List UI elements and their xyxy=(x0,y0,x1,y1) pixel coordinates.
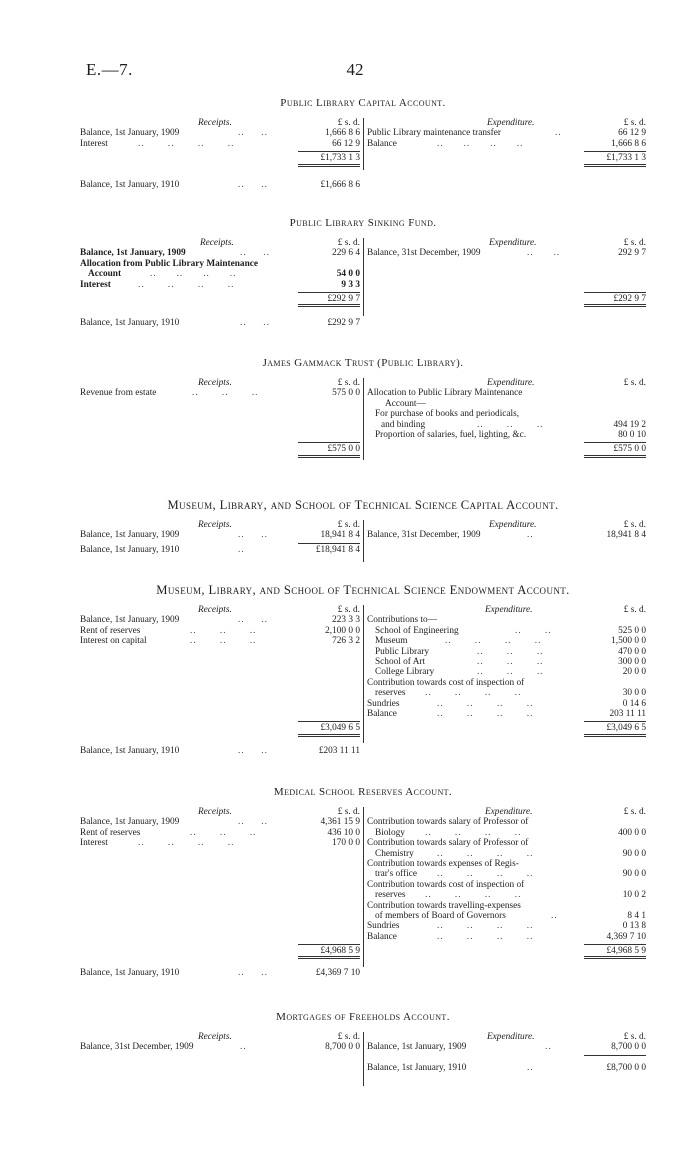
closing-balance-row: Balance, 1st January, 1910 .. £8,700 0 0 xyxy=(367,1062,646,1073)
total-row: £1,733 1 3 xyxy=(606,153,646,164)
ledger-row: Rent of reserves .. .. .. 436 10 0 xyxy=(80,827,360,838)
account-title: James Gammack Trust (Public Library). xyxy=(262,357,464,369)
ledger-row: Account .. .. .. .. 54 0 0 xyxy=(88,269,360,280)
ledger-row: Rent of reserves .. .. .. 2,100 0 0 xyxy=(80,625,360,636)
lsd-heading: £ s. d. xyxy=(623,378,646,388)
column-divider xyxy=(363,238,364,316)
column-divider xyxy=(363,1032,364,1086)
expenditure-heading: Expenditure. xyxy=(485,807,533,817)
column-divider xyxy=(363,605,364,743)
ledger-row: reserves .. .. .. .. 10 0 2 xyxy=(375,890,646,901)
closing-balance-row: Balance, 1st January, 1910 .. .. £203 11 11 xyxy=(80,745,360,756)
receipts-heading: Receipts. xyxy=(198,520,232,530)
lsd-heading: £ s. d. xyxy=(337,118,360,128)
total-row: £575 0 0 xyxy=(613,444,646,455)
account-title: Medical School Reserves Account. xyxy=(273,786,453,798)
total-row: £3,049 6 5 xyxy=(320,723,360,734)
ledger-row: Public Library .. .. .. 470 0 0 xyxy=(375,646,646,657)
lsd-heading: £ s. d. xyxy=(337,520,360,530)
expenditure-heading: Expenditure. xyxy=(487,1032,535,1042)
ledger-row: College Library .. .. .. 20 0 0 xyxy=(375,667,646,678)
expenditure-column xyxy=(367,807,646,960)
receipts-column xyxy=(80,118,360,190)
column-divider xyxy=(363,807,364,967)
ledger-row: Biology .. .. .. .. 400 0 0 xyxy=(375,827,646,838)
ledger-row: Public Library maintenance transfer .. 66 12 9 xyxy=(367,128,646,139)
ledger-row: School of Art .. .. .. 300 0 0 xyxy=(375,656,646,667)
expenditure-column xyxy=(367,605,646,738)
ledger-row: trar's office .. .. .. .. 90 0 0 xyxy=(375,869,646,880)
total-row: £4,968 5 9 xyxy=(606,946,646,957)
expenditure-column xyxy=(367,520,646,541)
receipts-heading: Receipts. xyxy=(198,1032,232,1042)
lsd-heading: £ s. d. xyxy=(623,807,646,817)
receipts-column xyxy=(80,378,360,459)
ledger-row: Balance, 31st December, 1909 .. 8,700 0 0 xyxy=(80,1042,360,1053)
receipts-column xyxy=(80,1032,360,1053)
receipts-heading: Receipts. xyxy=(198,807,232,817)
lsd-heading: £ s. d. xyxy=(623,118,646,128)
receipts-column xyxy=(80,807,360,979)
ledger-row: Balance, 1st January, 1909 .. .. 4,361 15 9 xyxy=(80,817,360,828)
receipts-column xyxy=(80,605,360,756)
ledger-row: Museum .. .. .. .. 1,500 0 0 xyxy=(375,636,646,647)
ledger-row: and binding .. .. .. 494 19 2 xyxy=(381,419,646,430)
ledger-row: Contributions to— xyxy=(367,615,437,626)
closing-balance-row: Balance, 1st January, 1910 .. .. £4,369 7 10 xyxy=(80,968,360,979)
column-divider xyxy=(363,378,364,460)
mortgages-of-freeholds-account xyxy=(80,1012,646,1084)
account-title: Museum, Library, and School of Technical Science Endowment Account. xyxy=(156,583,570,597)
ledger-row: Contribution towards expenses of Regis- xyxy=(367,858,519,869)
museum-endowment-account xyxy=(80,585,646,775)
account-title: Public Library Capital Account. xyxy=(280,97,446,109)
ledger-row: Interest .. .. .. .. 170 0 0 xyxy=(80,838,360,849)
ledger-row: Contribution towards salary of Professor of xyxy=(367,838,529,849)
ledger-row: School of Engineering .. .. 525 0 0 xyxy=(375,625,646,636)
ledger-row: Proportion of salaries, fuel, lighting, &c. 80 0 10 xyxy=(375,429,646,440)
museum-capital-account xyxy=(80,500,646,564)
total-row: £292 9 7 xyxy=(327,293,360,304)
receipts-heading: Receipts. xyxy=(198,118,232,128)
expenditure-heading: Expenditure. xyxy=(487,378,535,388)
lsd-heading: £ s. d. xyxy=(337,807,360,817)
lsd-heading: £ s. d. xyxy=(623,238,646,248)
james-gammack-trust xyxy=(80,358,646,458)
ledger-row: Contribution towards cost of inspection of xyxy=(367,677,525,688)
ledger-row: Balance, 1st January, 1909 .. .. 223 3 3 xyxy=(80,615,360,626)
column-divider xyxy=(363,118,364,170)
ledger-row: Chemistry .. .. .. .. 90 0 0 xyxy=(375,848,646,859)
column-divider xyxy=(363,520,364,562)
closing-balance-row: Balance, 1st January, 1910 .. £18,941 8 4 xyxy=(80,544,360,555)
expenditure-column xyxy=(367,118,646,168)
ledger-row: Sundries .. .. .. .. 0 13 8 xyxy=(367,921,646,932)
total-row: £1,733 1 3 xyxy=(320,153,360,164)
total-row: £575 0 0 xyxy=(327,444,360,455)
total-row: £292 9 7 xyxy=(613,293,646,304)
ledger-row: Contribution towards cost of inspection of xyxy=(367,879,525,890)
ledger-row: Balance, 1st January, 1909 .. 8,700 0 0 xyxy=(367,1042,646,1053)
account-title: Public Library Sinking Fund. xyxy=(289,217,437,229)
total-row: £4,968 5 9 xyxy=(320,946,360,957)
lsd-heading: £ s. d. xyxy=(337,378,360,388)
public-library-sinking-fund xyxy=(80,218,646,336)
total-row: £3,049 6 5 xyxy=(606,723,646,734)
ledger-row: Balance, 1st January, 1909 .. .. 1,666 8 6 xyxy=(80,128,360,139)
ledger-row: Balance, 31st December, 1909 .. .. 292 9 7 xyxy=(367,248,646,259)
receipts-column xyxy=(80,238,360,329)
lsd-heading: £ s. d. xyxy=(623,520,646,530)
ledger-row: Contribution towards salary of Professor of xyxy=(367,817,529,828)
expenditure-heading: Expenditure. xyxy=(487,118,535,128)
ledger-row: Balance, 1st January, 1909 .. .. 229 6 4 xyxy=(80,248,360,259)
page-number: 42 xyxy=(346,60,364,79)
lsd-heading: £ s. d. xyxy=(623,1032,646,1042)
account-title: Mortgages of Freeholds Account. xyxy=(276,1011,450,1023)
ledger-row: Balance .. .. .. .. 1,666 8 6 xyxy=(367,138,646,149)
ledger-row: Contribution towards travelling-expenses xyxy=(367,900,521,911)
expenditure-column xyxy=(367,1032,646,1073)
expenditure-heading: Expenditure. xyxy=(485,605,533,615)
ledger-row: For purchase of books and periodicals, xyxy=(375,409,520,420)
ledger-row: Sundries .. .. .. .. 0 14 6 xyxy=(367,698,646,709)
ledger-row: Interest .. .. .. .. 9 3 3 xyxy=(80,279,360,290)
receipts-heading: Receipts. xyxy=(200,238,234,248)
lsd-heading: £ s. d. xyxy=(337,605,360,615)
expenditure-column xyxy=(367,378,646,459)
account-title: Museum, Library, and School of Technical Science Capital Account. xyxy=(167,498,559,512)
expenditure-column xyxy=(367,238,646,308)
lsd-heading: £ s. d. xyxy=(623,605,646,615)
public-library-capital-account xyxy=(80,98,646,198)
ledger-row: Balance, 1st January, 1909 .. .. 18,941 8 4 xyxy=(80,530,360,541)
ledger-row: Allocation to Public Library Maintenance xyxy=(367,388,523,399)
ledger-row: Interest on capital .. .. .. 726 3 2 xyxy=(80,636,360,647)
page-header-code: E.—7. xyxy=(86,60,133,79)
ledger-row: Interest .. .. .. .. 66 12 9 xyxy=(80,138,360,149)
receipts-heading: Receipts. xyxy=(198,378,232,388)
expenditure-heading: Expenditure. xyxy=(489,520,537,530)
lsd-heading: £ s. d. xyxy=(337,238,360,248)
receipts-column xyxy=(80,520,360,555)
ledger-row: Account— xyxy=(385,398,426,409)
lsd-heading: £ s. d. xyxy=(337,1032,360,1042)
ledger-row: Allocation from Public Library Maintenance xyxy=(80,258,259,269)
closing-balance-row: Balance, 1st January, 1910 .. .. £292 9 7 xyxy=(80,318,360,329)
ledger-row: Revenue from estate .. .. .. 575 0 0 xyxy=(80,388,360,399)
ledger-row: Balance .. .. .. .. 203 11 11 xyxy=(367,708,646,719)
medical-school-reserves-account xyxy=(80,787,646,999)
ledger-row: Balance .. .. .. .. 4,369 7 10 xyxy=(367,931,646,942)
ledger-row: reserves .. .. .. .. 30 0 0 xyxy=(375,688,646,699)
ledger-row: Balance, 31st December, 1909 .. 18,941 8 4 xyxy=(367,530,646,541)
expenditure-heading: Expenditure. xyxy=(489,238,537,248)
receipts-heading: Receipts. xyxy=(198,605,232,615)
closing-balance-row: Balance, 1st January, 1910 .. .. £1,666 8 6 xyxy=(80,179,360,190)
ledger-row: of members of Board of Governors .. 8 4 1 xyxy=(375,910,646,921)
